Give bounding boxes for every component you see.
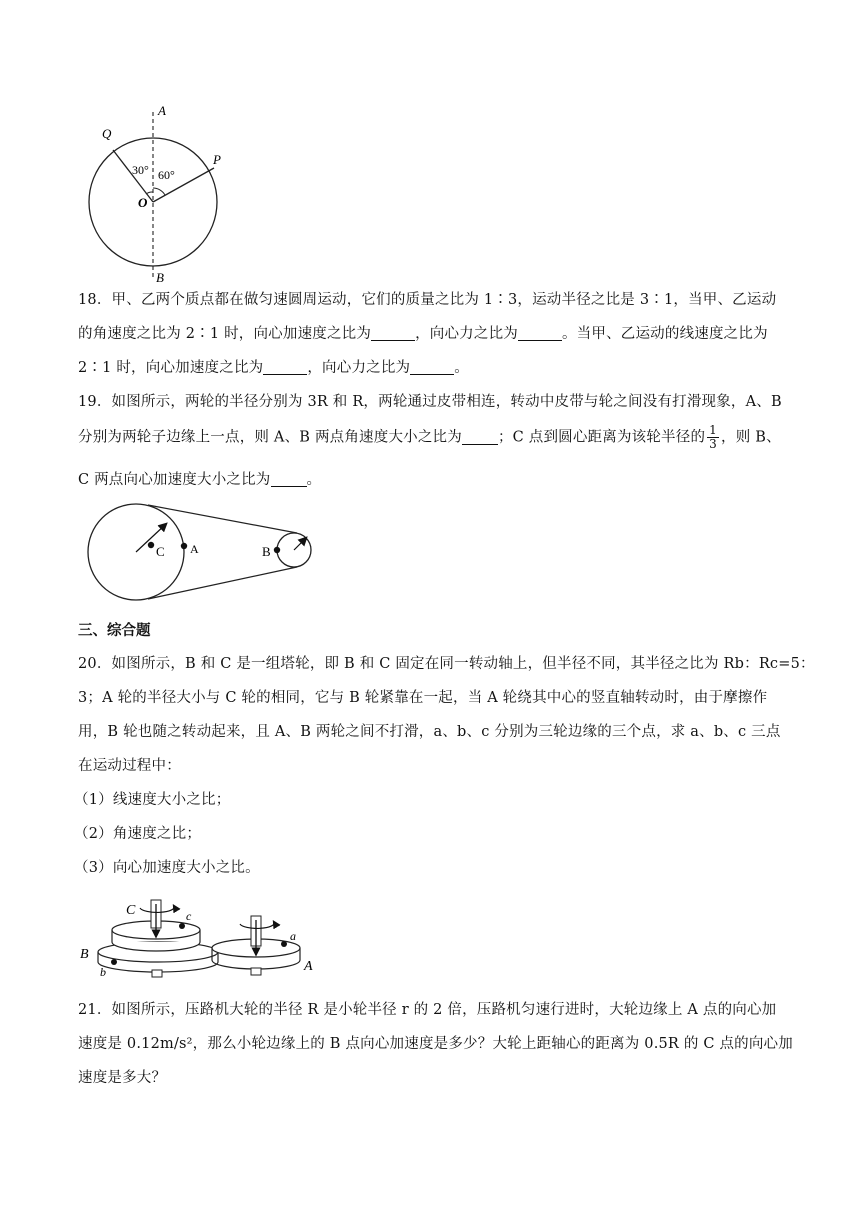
point-b-dot — [111, 959, 117, 965]
answer-blank[interactable] — [271, 472, 307, 487]
answer-blank[interactable] — [371, 326, 415, 341]
q18-text: 的角速度之比为 2∶1 时，向心加速度之比为 — [78, 326, 372, 342]
point-c-dot — [148, 542, 154, 548]
label-lower-c: c — [186, 909, 192, 923]
belt-wheels-figure — [86, 500, 318, 610]
q20-sub3: （3）向心加速度大小之比。 — [74, 860, 260, 876]
answer-blank[interactable] — [518, 326, 562, 341]
q20-sub1: （1）线速度大小之比； — [74, 792, 231, 808]
q18-line1: 18．甲、乙两个质点都在做匀速圆周运动，它们的质量之比为 1∶3，运动半径之比是 3∶1，当甲、乙运动 — [78, 292, 777, 308]
label-upper-b: B — [80, 947, 89, 962]
q19-text: ；C 点到圆心距离为该轮半径的 — [497, 429, 706, 446]
point-c-dot — [179, 923, 185, 929]
label-upper-a: A — [304, 959, 313, 974]
circle-angle-figure — [80, 104, 240, 284]
q21-line1: 21．如图所示，压路机大轮的半径 R 是小轮半径 r 的 2 倍，压路机匀速行进时，大轮边缘上 A 点的向心加 — [78, 1002, 777, 1018]
q20-line4: 在运动过程中： — [78, 758, 181, 774]
q19-text: C 两点向心加速度大小之比为 — [78, 472, 271, 488]
label-c: C — [156, 544, 165, 559]
answer-blank[interactable] — [462, 430, 498, 445]
q19-line1: 19．如图所示，两轮的半径分别为 3R 和 R，两轮通过皮带相连，转动中皮带与轮之间没有打滑现象，A、B — [78, 394, 782, 410]
fraction-one-third — [707, 424, 719, 451]
label-q: Q — [102, 126, 112, 141]
label-p: P — [213, 152, 221, 167]
q18-text: 2∶1 时，向心加速度之比为 — [78, 360, 264, 376]
q18-text: 。 — [454, 360, 469, 376]
q19-line3 — [78, 470, 782, 490]
label-o: O — [138, 195, 148, 210]
q20-line3: 用，B 轮也随之转动起来，且 A、B 两轮之间不打滑，a、b、c 分别为三轮边缘的三个点，求 a、b、c 三点 — [78, 724, 781, 740]
q18-line2 — [78, 324, 782, 344]
label-lower-a: a — [290, 929, 296, 943]
q19-text: 。 — [306, 472, 322, 488]
q20-line2: 3；A 轮的半径大小与 C 轮的相同，它与 B 轮紧靠在一起，当 A 轮绕其中心的竖直轴转动时，由于摩擦作 — [78, 690, 768, 706]
q18-text: ，向心力之比为 — [307, 360, 411, 376]
q20-line1: 20．如图所示，B 和 C 是一组塔轮，即 B 和 C 固定在同一转动轴上，但半径不同，其半径之比为 Rb：Rc=5： — [78, 656, 815, 672]
q19-text: ，则 B、 — [721, 429, 781, 446]
point-b-dot — [274, 547, 280, 553]
wheel-b-axle-base — [152, 970, 162, 977]
label-a: A — [190, 542, 199, 556]
q21-line3: 速度是多大？ — [78, 1070, 167, 1086]
label-lower-b: b — [100, 965, 106, 979]
point-a-dot — [181, 543, 187, 549]
q19-text: 分别为两轮子边缘上一点，则 A、B 两点角速度大小之比为 — [78, 429, 462, 446]
wheel-a-axle-base — [251, 968, 261, 975]
label-a: A — [158, 104, 166, 118]
section-title: 三、综合题 — [78, 623, 151, 639]
q21-line2: 速度是 0.12m/s²，那么小轮边缘上的 B 点向心加速度是多少？大轮上距轴心的距离为 0.5R 的 C 点的向心加 — [78, 1036, 793, 1052]
angle-30-label: 30° — [132, 163, 149, 177]
label-upper-c: C — [126, 903, 136, 918]
point-a-dot — [281, 941, 287, 947]
label-b: B — [156, 270, 164, 284]
q18-text: 。当甲、乙运动的线速度之比为 — [561, 326, 768, 342]
answer-blank[interactable] — [263, 360, 307, 375]
q20-sub2: （2）角速度之比； — [74, 826, 202, 842]
angle-60-label: 60° — [158, 168, 175, 182]
fraction-numerator: 1 — [709, 423, 717, 437]
label-b: B — [262, 544, 271, 559]
answer-blank[interactable] — [410, 360, 454, 375]
q18-line3 — [78, 358, 782, 378]
angle-arc-30 — [146, 192, 153, 194]
tower-wheels-figure — [76, 890, 326, 990]
fraction-denominator: 3 — [709, 437, 717, 451]
q19-line2 — [78, 424, 782, 451]
belt-bottom — [148, 567, 297, 599]
q18-text: ，向心力之比为 — [415, 326, 518, 342]
small-radius-arrow — [294, 538, 306, 550]
angle-arc-60 — [153, 188, 165, 195]
